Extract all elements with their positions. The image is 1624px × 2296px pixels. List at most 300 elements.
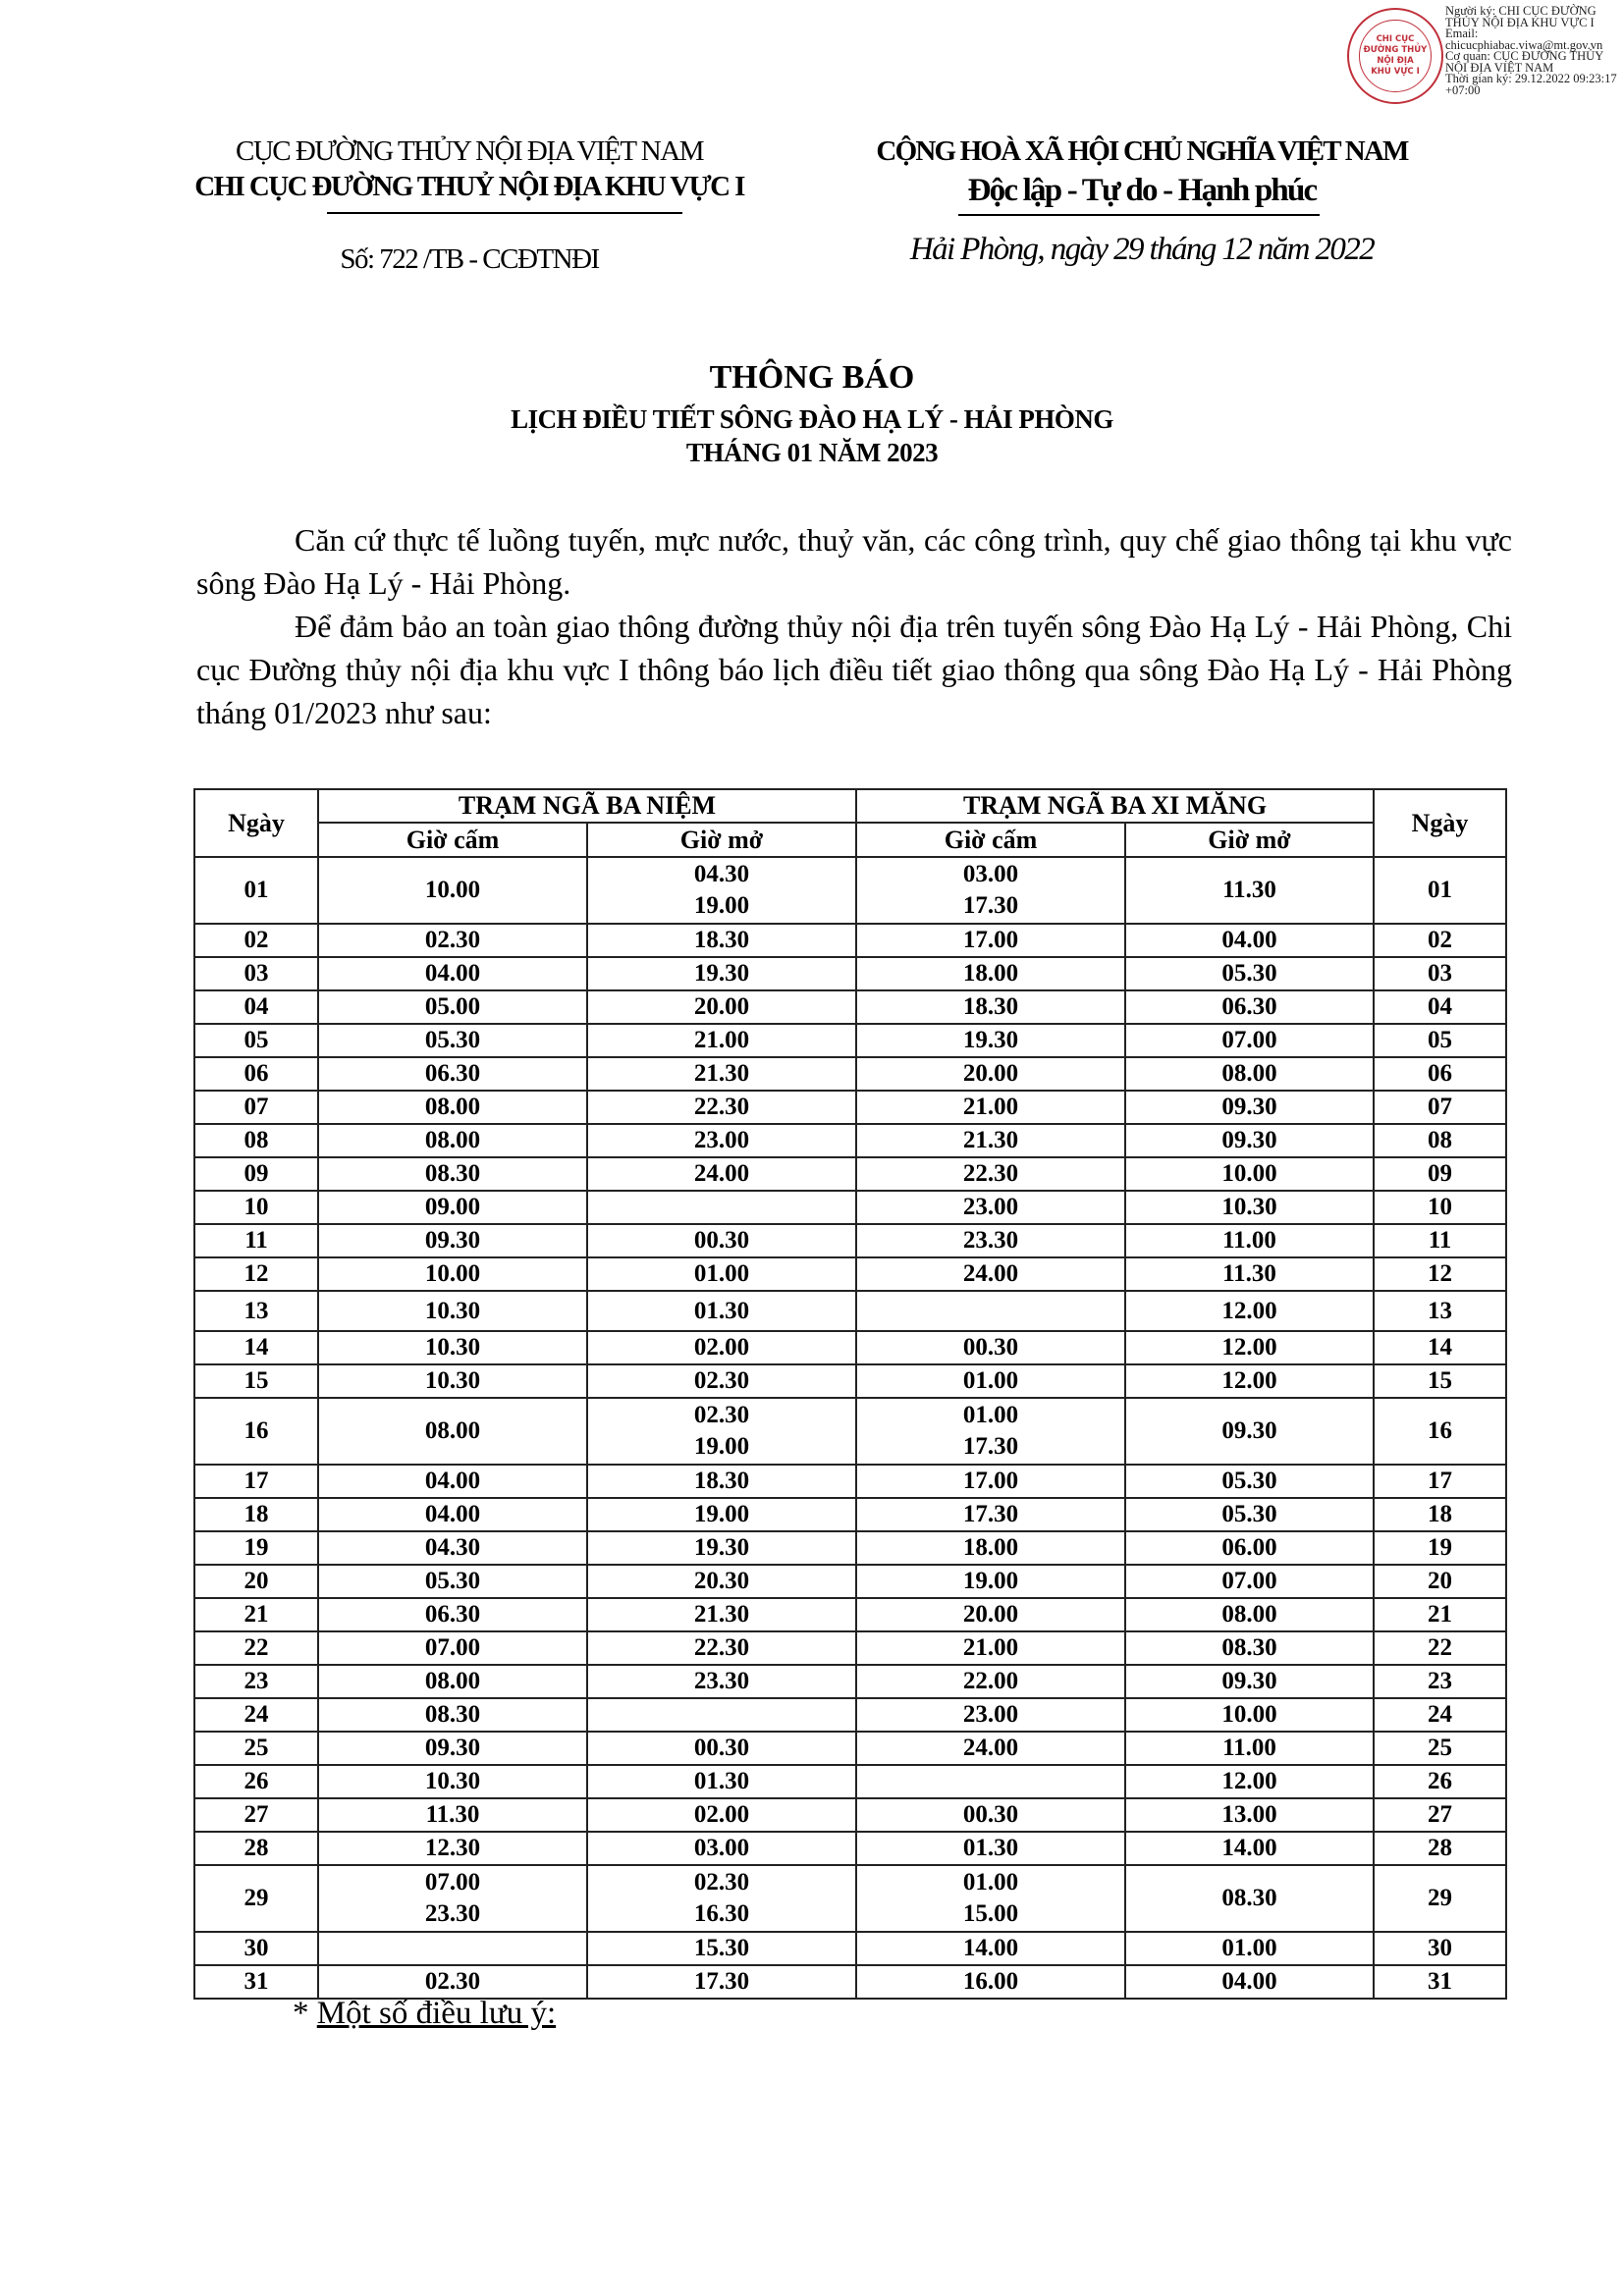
- time-value: 06.30: [1221, 993, 1277, 1020]
- schedule-table: [193, 788, 1507, 2000]
- cell-s2-open: [1125, 1224, 1374, 1257]
- cell-day: 18: [194, 1498, 318, 1531]
- table-row: [194, 1364, 1506, 1398]
- cell-day-right: 24: [1374, 1698, 1506, 1732]
- cell-s2-closed: [856, 1665, 1125, 1698]
- col-header-closed: Giờ cấm: [318, 823, 587, 857]
- paragraph-text: Để đảm bảo an toàn giao thông đường thủy nội địa trên tuyến sông Đào Hạ Lý - Hải Phòng, Chi cục Đường thủy nội địa khu vực I thông báo lịch điều tiết giao thông qua sông Đào Hạ Lý - Hải Phòng tháng 01/2023 như sau:: [196, 609, 1512, 730]
- time-value: 19.00: [693, 1501, 750, 1527]
- cell-s1-closed: [318, 1798, 587, 1832]
- time-value: 02.00: [693, 1334, 750, 1361]
- cell-s1-open: [587, 1665, 856, 1698]
- time-value: 01.30: [693, 1297, 750, 1324]
- cell-s2-open: [1125, 1465, 1374, 1498]
- table-row: [194, 957, 1506, 990]
- time-value: 06.30: [424, 1601, 481, 1628]
- document-period: THÁNG 01 NĂM 2023: [685, 438, 939, 467]
- time-value: 18.00: [962, 960, 1019, 987]
- cell-s1-closed: [318, 1932, 587, 1965]
- cell-s1-closed: [318, 1865, 587, 1932]
- signature-line: Thời gian ký: 29.12.2022 09:23:17: [1445, 72, 1617, 85]
- cell-s1-closed: [318, 1732, 587, 1765]
- cell-s1-closed: [318, 1224, 587, 1257]
- signature-line: Email:: [1445, 27, 1479, 40]
- cell-s2-open: [1125, 857, 1374, 924]
- cell-day-right: 09: [1374, 1157, 1506, 1191]
- cell-day-right: 31: [1374, 1965, 1506, 1999]
- time-value: 17.30: [693, 1968, 750, 1995]
- cell-s2-closed: [856, 1124, 1125, 1157]
- time-value: 23.30: [962, 1227, 1019, 1254]
- cell-s1-closed: [318, 1291, 587, 1331]
- document-subtitle: LỊCH ĐIỀU TIẾT SÔNG ĐÀO HẠ LÝ - HẢI PHÒNG: [511, 404, 1113, 434]
- cell-s2-closed: [856, 1865, 1125, 1932]
- time-value: 08.00: [1221, 1060, 1277, 1087]
- cell-day: 11: [194, 1224, 318, 1257]
- stamp-line: KHU VỰC I: [1371, 67, 1420, 77]
- table-row: [194, 1024, 1506, 1057]
- col-header-day: Ngày: [194, 789, 318, 857]
- table-row: [194, 1665, 1506, 1698]
- cell-s2-closed: [856, 1732, 1125, 1765]
- time-value: 01.00: [1221, 1935, 1277, 1961]
- cell-s2-closed: [856, 1798, 1125, 1832]
- cell-day: 24: [194, 1698, 318, 1732]
- cell-day-right: 20: [1374, 1565, 1506, 1598]
- time-value: 23.00: [962, 1194, 1019, 1220]
- col-header-station-niem: TRẠM NGÃ BA NIỆM: [318, 789, 856, 823]
- table-row: [194, 1498, 1506, 1531]
- time-value: 02.00: [693, 1801, 750, 1828]
- cell-day: 27: [194, 1798, 318, 1832]
- time-value: 10.00: [1221, 1160, 1277, 1187]
- cell-s1-closed: [318, 857, 587, 924]
- cell-day-right: 29: [1374, 1865, 1506, 1932]
- national-motto: Độc lập - Tự do - Hạnh phúc: [967, 173, 1317, 208]
- cell-day-right: 15: [1374, 1364, 1506, 1398]
- cell-s2-closed: [856, 1932, 1125, 1965]
- cell-s1-open: [587, 1732, 856, 1765]
- time-value: 08.30: [424, 1160, 481, 1187]
- time-value: 08.30: [1221, 1634, 1277, 1661]
- cell-day: 10: [194, 1191, 318, 1224]
- time-value: 17.00: [962, 927, 1019, 953]
- time-value: 08.30: [424, 1701, 481, 1728]
- cell-s1-open: [587, 1765, 856, 1798]
- cell-s1-closed: [318, 1257, 587, 1291]
- time-value: 02.30: [424, 1968, 481, 1995]
- cell-s1-closed: [318, 1631, 587, 1665]
- table-row: [194, 1191, 1506, 1224]
- cell-day: 05: [194, 1024, 318, 1057]
- time-value: 15.30: [693, 1935, 750, 1961]
- table-row: [194, 1732, 1506, 1765]
- table-row: [194, 1598, 1506, 1631]
- time-value: 17.30: [962, 1501, 1019, 1527]
- time-value: 12.00: [1221, 1768, 1277, 1794]
- cell-s1-open: [587, 1698, 856, 1732]
- cell-day-right: 27: [1374, 1798, 1506, 1832]
- cell-s1-open: [587, 1364, 856, 1398]
- agency-underline: [327, 212, 682, 214]
- cell-day: 15: [194, 1364, 318, 1398]
- time-value: 19.00: [962, 1568, 1019, 1594]
- official-stamp: [1347, 8, 1443, 104]
- time-value: 04.30: [693, 861, 750, 887]
- time-value: 19.00: [693, 1433, 750, 1460]
- cell-day-right: 25: [1374, 1732, 1506, 1765]
- cell-day-right: 12: [1374, 1257, 1506, 1291]
- time-value: 08.30: [1221, 1885, 1277, 1911]
- time-value: 10.30: [424, 1367, 481, 1394]
- table-row: [194, 1698, 1506, 1732]
- cell-day: 21: [194, 1598, 318, 1631]
- cell-s2-closed: [856, 1965, 1125, 1999]
- time-value: 09.30: [424, 1227, 481, 1254]
- time-value: 07.00: [1221, 1027, 1277, 1053]
- cell-s1-open: [587, 1291, 856, 1331]
- time-value: 13.00: [1221, 1801, 1277, 1828]
- cell-s1-closed: [318, 1698, 587, 1732]
- cell-s2-open: [1125, 1665, 1374, 1698]
- cell-s2-open: [1125, 1832, 1374, 1865]
- cell-day-right: 05: [1374, 1024, 1506, 1057]
- col-header-open: Giờ mở: [1125, 823, 1374, 857]
- time-value: 24.00: [962, 1260, 1019, 1287]
- time-value: 24.00: [693, 1160, 750, 1187]
- cell-day-right: 28: [1374, 1832, 1506, 1865]
- cell-s2-open: [1125, 1364, 1374, 1398]
- cell-s2-closed: [856, 1157, 1125, 1191]
- cell-s2-closed: [856, 990, 1125, 1024]
- agency-name: CHI CỤC ĐƯỜNG THUỶ NỘI ĐỊA KHU VỰC I: [194, 171, 744, 202]
- time-value: 05.30: [1221, 1468, 1277, 1494]
- cell-day: 23: [194, 1665, 318, 1698]
- time-value: 05.00: [424, 993, 481, 1020]
- place-date: Hải Phòng, ngày 29 tháng 12 năm 2022: [909, 232, 1375, 267]
- cell-s2-closed: [856, 1465, 1125, 1498]
- cell-s2-closed: [856, 1498, 1125, 1531]
- time-value: 10.30: [424, 1297, 481, 1324]
- time-value: 04.00: [1221, 1968, 1277, 1995]
- time-value: 21.00: [693, 1027, 750, 1053]
- table-row: [194, 1832, 1506, 1865]
- cell-day-right: 21: [1374, 1598, 1506, 1631]
- cell-day: 31: [194, 1965, 318, 1999]
- cell-s1-open: [587, 1531, 856, 1565]
- cell-day-right: 19: [1374, 1531, 1506, 1565]
- cell-day-right: 06: [1374, 1057, 1506, 1091]
- cell-s1-open: [587, 1798, 856, 1832]
- stamp-line: CHI CỤC: [1376, 34, 1415, 44]
- col-header-closed: Giờ cấm: [856, 823, 1125, 857]
- time-value: 21.00: [962, 1094, 1019, 1120]
- cell-day-right: 14: [1374, 1331, 1506, 1364]
- time-value: 04.00: [424, 1501, 481, 1527]
- signature-line: chicucphiabac.viwa@mt.gov.vn: [1445, 37, 1603, 52]
- notes-bullet: *: [293, 1996, 317, 2031]
- cell-s2-open: [1125, 1765, 1374, 1798]
- cell-s2-closed: [856, 1364, 1125, 1398]
- time-value: 02.30: [693, 1869, 750, 1896]
- cell-s1-open: [587, 1057, 856, 1091]
- time-value: 00.30: [962, 1801, 1019, 1828]
- cell-s1-open: [587, 1832, 856, 1865]
- table-row: [194, 1124, 1506, 1157]
- table-row: [194, 1224, 1506, 1257]
- cell-s1-open: [587, 1932, 856, 1965]
- time-value: 04.00: [424, 1468, 481, 1494]
- cell-day-right: 04: [1374, 990, 1506, 1024]
- cell-s2-closed: [856, 924, 1125, 957]
- cell-s2-open: [1125, 1965, 1374, 1999]
- table-row: [194, 1057, 1506, 1091]
- cell-day: 09: [194, 1157, 318, 1191]
- time-value: 15.00: [962, 1900, 1019, 1927]
- notes-heading-text: Một số điều lưu ý:: [316, 1996, 557, 2031]
- stamp-center: [1359, 20, 1432, 92]
- cell-s2-closed: [856, 1598, 1125, 1631]
- cell-s1-open: [587, 1331, 856, 1364]
- time-value: 09.30: [1221, 1417, 1277, 1444]
- time-value: 08.00: [424, 1094, 481, 1120]
- time-value: 22.00: [962, 1668, 1019, 1694]
- time-value: 03.00: [962, 861, 1019, 887]
- time-value: 00.30: [693, 1735, 750, 1761]
- cell-day-right: 17: [1374, 1465, 1506, 1498]
- time-value: 06.30: [424, 1060, 481, 1087]
- cell-s1-open: [587, 1124, 856, 1157]
- cell-day-right: 03: [1374, 957, 1506, 990]
- cell-day-right: 07: [1374, 1091, 1506, 1124]
- cell-day: 07: [194, 1091, 318, 1124]
- document-number: Số: 722 /TB - CCĐTNĐI: [340, 243, 599, 275]
- cell-s1-closed: [318, 1398, 587, 1465]
- cell-s2-open: [1125, 1091, 1374, 1124]
- cell-s2-closed: [856, 1832, 1125, 1865]
- cell-s1-open: [587, 1091, 856, 1124]
- cell-s2-open: [1125, 1631, 1374, 1665]
- time-value: 17.30: [962, 1433, 1019, 1460]
- notes-heading: [293, 1996, 556, 2032]
- cell-s2-closed: [856, 1765, 1125, 1798]
- cell-s1-closed: [318, 1191, 587, 1224]
- time-value: 12.00: [1221, 1334, 1277, 1361]
- table-row: [194, 857, 1506, 924]
- time-value: 08.00: [424, 1127, 481, 1153]
- time-value: 10.30: [424, 1334, 481, 1361]
- time-value: 10.00: [424, 1260, 481, 1287]
- time-value: 24.00: [962, 1735, 1019, 1761]
- time-value: 05.30: [1221, 960, 1277, 987]
- time-value: 11.00: [1222, 1227, 1276, 1254]
- table-row: [194, 990, 1506, 1024]
- table-row: [194, 1965, 1506, 1999]
- table-row: [194, 1531, 1506, 1565]
- time-value: 22.30: [693, 1634, 750, 1661]
- cell-s1-closed: [318, 990, 587, 1024]
- time-value: 09.30: [1221, 1668, 1277, 1694]
- cell-day-right: 01: [1374, 857, 1506, 924]
- cell-s2-closed: [856, 1291, 1125, 1331]
- cell-day: 01: [194, 857, 318, 924]
- time-value: 21.30: [693, 1060, 750, 1087]
- cell-day: 19: [194, 1531, 318, 1565]
- cell-s1-open: [587, 1565, 856, 1598]
- time-value: 10.30: [424, 1768, 481, 1794]
- cell-day-right: 22: [1374, 1631, 1506, 1665]
- time-value: 12.30: [424, 1835, 481, 1861]
- time-value: 12.00: [1221, 1367, 1277, 1394]
- cell-s1-open: [587, 1465, 856, 1498]
- cell-day-right: 23: [1374, 1665, 1506, 1698]
- time-value: 22.30: [962, 1160, 1019, 1187]
- time-value: 01.00: [962, 1367, 1019, 1394]
- time-value: 04.00: [1221, 927, 1277, 953]
- cell-s2-open: [1125, 1257, 1374, 1291]
- table-row: [194, 1765, 1506, 1798]
- digital-signature-info: [1445, 6, 1622, 96]
- cell-s1-open: [587, 1598, 856, 1631]
- time-value: 11.30: [1222, 1260, 1276, 1287]
- time-value: 08.00: [1221, 1601, 1277, 1628]
- cell-day: 22: [194, 1631, 318, 1665]
- cell-s1-closed: [318, 1331, 587, 1364]
- time-value: 00.30: [962, 1334, 1019, 1361]
- cell-s2-open: [1125, 1498, 1374, 1531]
- time-value: 10.30: [1221, 1194, 1277, 1220]
- cell-s1-closed: [318, 1091, 587, 1124]
- cell-s1-open: [587, 1191, 856, 1224]
- cell-day: 16: [194, 1398, 318, 1465]
- cell-s2-closed: [856, 857, 1125, 924]
- time-value: 16.30: [693, 1900, 750, 1927]
- cell-day: 20: [194, 1565, 318, 1598]
- time-value: 19.30: [962, 1027, 1019, 1053]
- cell-s2-closed: [856, 1057, 1125, 1091]
- time-value: 08.00: [424, 1668, 481, 1694]
- time-value: 21.00: [962, 1634, 1019, 1661]
- cell-s1-open: [587, 1865, 856, 1932]
- time-value: 20.00: [693, 993, 750, 1020]
- time-value: 04.00: [424, 960, 481, 987]
- cell-s1-closed: [318, 1157, 587, 1191]
- table-row: [194, 1331, 1506, 1364]
- cell-s2-closed: [856, 1257, 1125, 1291]
- time-value: 02.30: [693, 1402, 750, 1428]
- cell-day-right: 16: [1374, 1398, 1506, 1465]
- time-value: 17.00: [962, 1468, 1019, 1494]
- cell-s2-closed: [856, 1565, 1125, 1598]
- cell-day: 26: [194, 1765, 318, 1798]
- cell-s2-open: [1125, 990, 1374, 1024]
- cell-s2-open: [1125, 1598, 1374, 1631]
- cell-s2-open: [1125, 1398, 1374, 1465]
- cell-day: 17: [194, 1465, 318, 1498]
- time-value: 18.30: [962, 993, 1019, 1020]
- cell-day: 02: [194, 924, 318, 957]
- cell-day-right: 13: [1374, 1291, 1506, 1331]
- paragraph-basis: [196, 518, 1512, 605]
- time-value: 23.30: [693, 1668, 750, 1694]
- time-value: 11.30: [1222, 877, 1276, 903]
- time-value: 20.30: [693, 1568, 750, 1594]
- stamp-line: NỘI ĐỊA: [1377, 56, 1414, 66]
- cell-day: 08: [194, 1124, 318, 1157]
- cell-s1-open: [587, 1024, 856, 1057]
- table-row: [194, 1257, 1506, 1291]
- cell-s2-closed: [856, 1091, 1125, 1124]
- cell-s2-open: [1125, 1124, 1374, 1157]
- stamp-line: ĐƯỜNG THỦY: [1363, 45, 1428, 55]
- cell-s2-closed: [856, 1331, 1125, 1364]
- time-value: 20.00: [962, 1060, 1019, 1087]
- cell-s1-open: [587, 957, 856, 990]
- table-row: [194, 1291, 1506, 1331]
- table-row: [194, 1398, 1506, 1465]
- signature-line: Người ký: CHI CỤC ĐƯỜNG: [1445, 4, 1597, 18]
- cell-s2-open: [1125, 1024, 1374, 1057]
- cell-s2-open: [1125, 1191, 1374, 1224]
- cell-s2-open: [1125, 924, 1374, 957]
- cell-s2-closed: [856, 1224, 1125, 1257]
- cell-s1-closed: [318, 1565, 587, 1598]
- cell-s2-open: [1125, 1157, 1374, 1191]
- cell-s1-closed: [318, 924, 587, 957]
- time-value: 18.30: [693, 927, 750, 953]
- time-value: 17.30: [962, 892, 1019, 919]
- cell-s2-open: [1125, 1057, 1374, 1091]
- cell-s1-closed: [318, 1465, 587, 1498]
- time-value: 21.30: [962, 1127, 1019, 1153]
- paragraph-purpose: [196, 605, 1512, 734]
- cell-s2-open: [1125, 1291, 1374, 1331]
- cell-day: 30: [194, 1932, 318, 1965]
- table-row: [194, 1798, 1506, 1832]
- cell-day-right: 08: [1374, 1124, 1506, 1157]
- cell-day: 28: [194, 1832, 318, 1865]
- time-value: 19.30: [693, 1534, 750, 1561]
- cell-s1-open: [587, 1257, 856, 1291]
- cell-s1-closed: [318, 1124, 587, 1157]
- table-row: [194, 1565, 1506, 1598]
- cell-s1-closed: [318, 1765, 587, 1798]
- cell-s1-closed: [318, 1057, 587, 1091]
- cell-s2-open: [1125, 1531, 1374, 1565]
- time-value: 01.00: [962, 1402, 1019, 1428]
- signature-line: NỘI ĐỊA VIỆT NAM: [1445, 60, 1554, 75]
- cell-day: 25: [194, 1732, 318, 1765]
- cell-s1-open: [587, 1224, 856, 1257]
- table-row: [194, 1631, 1506, 1665]
- signature-line: Cơ quan: CỤC ĐƯỜNG THỦY: [1445, 49, 1604, 63]
- cell-s1-closed: [318, 957, 587, 990]
- time-value: 03.00: [693, 1835, 750, 1861]
- time-value: 02.30: [424, 927, 481, 953]
- cell-s1-open: [587, 1498, 856, 1531]
- time-value: 21.30: [693, 1601, 750, 1628]
- time-value: 18.30: [693, 1468, 750, 1494]
- cell-s2-closed: [856, 1191, 1125, 1224]
- cell-day: 29: [194, 1865, 318, 1932]
- time-value: 09.00: [424, 1194, 481, 1220]
- cell-s2-open: [1125, 1565, 1374, 1598]
- cell-s2-open: [1125, 1732, 1374, 1765]
- cell-s2-open: [1125, 1932, 1374, 1965]
- nation-name: CỘNG HOÀ XÃ HỘI CHỦ NGHĨA VIỆT NAM: [876, 135, 1408, 167]
- cell-s1-closed: [318, 1665, 587, 1698]
- col-header-open: Giờ mở: [587, 823, 856, 857]
